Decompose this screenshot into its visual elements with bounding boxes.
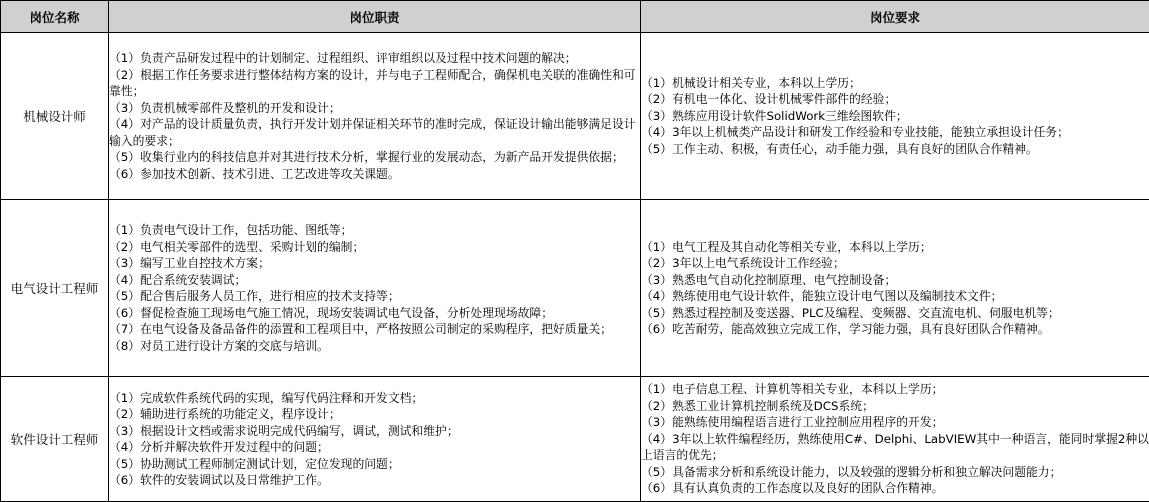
table-row	[1, 200, 1149, 377]
requirement-item: （4）熟练使用电气设计软件，能独立设计电气图以及编制技术文件；	[641, 288, 1149, 305]
duty-item: （4）分析并解决软件开发过程中的问题；	[109, 439, 640, 456]
requirement-item: （6）具有认真负责的工作态度以及良好的团队合作精神。	[641, 480, 1149, 497]
duty-item: （1）完成软件系统代码的实现，编写代码注释和开发文档；	[109, 390, 640, 407]
position-name: 电气设计工程师	[1, 200, 109, 377]
duty-item: （2）根据工作任务要求进行整体结构方案的设计，并与电子工程师配合，确保机电关联的准确性和可靠性；	[109, 67, 640, 100]
requirement-item: （2）熟悉工业计算机控制系统及DCS系统；	[641, 398, 1149, 415]
position-name: 机械设计师	[1, 33, 109, 200]
duty-item: （5）协助测试工程师制定测试计划，定位发现的问题；	[109, 456, 640, 473]
requirements-cell	[641, 33, 1149, 200]
header-position-name: 岗位名称	[1, 1, 109, 33]
duty-item: （5）配合售后服务人员工作，进行相应的技术支持等；	[109, 288, 640, 305]
duty-item: （6）参加技术创新、技术引进、工艺改进等攻关课题。	[109, 166, 640, 183]
header-requirements: 岗位要求	[641, 1, 1149, 33]
requirements-cell	[641, 200, 1149, 377]
duty-item: （3）根据设计文档或需求说明完成代码编写，调试，测试和维护；	[109, 423, 640, 440]
header-row	[1, 1, 1149, 33]
duty-item: （5）收集行业内的科技信息并对其进行技术分析，掌握行业的发展动态，为新产品开发提供依据；	[109, 149, 640, 166]
requirement-item: （3）能熟练使用编程语言进行工业控制应用程序的开发；	[641, 414, 1149, 431]
duty-item: （8）对员工进行设计方案的交底与培训。	[109, 338, 640, 355]
header-duties: 岗位职责	[109, 1, 641, 33]
requirement-item: （1）电子信息工程、计算机等相关专业，本科以上学历；	[641, 381, 1149, 398]
requirement-item: （4）3年以上软件编程经历，熟练使用C#、Delphi、LabVIEW其中一种语言，能同时掌握2种以上语言的优先；	[641, 431, 1149, 464]
position-name: 软件设计工程师	[1, 377, 109, 502]
table-row	[1, 33, 1149, 200]
requirement-item: （5）具备需求分析和系统设计能力，以及较强的逻辑分析和独立解决问题能力；	[641, 464, 1149, 481]
duty-item: （4）对产品的设计质量负责，执行开发计划并保证相关环节的准时完成，保证设计输出能够满足设计输入的要求；	[109, 116, 640, 149]
requirements-cell	[641, 377, 1149, 502]
duty-item: （6）督促检查施工现场电气施工情况，现场安装调试电气设备，分析处理现场故障；	[109, 305, 640, 322]
duty-item: （4）配合系统安装调试；	[109, 272, 640, 289]
duty-item: （6）软件的安装调试以及日常维护工作。	[109, 472, 640, 489]
table-row	[1, 377, 1149, 502]
requirement-item: （3）熟练应用设计软件SolidWork三维绘图软件；	[641, 108, 1149, 125]
duty-item: （7）在电气设备及备品备件的添置和工程项目中，严格按照公司制定的采购程序，把好质量关；	[109, 321, 640, 338]
requirement-item: （6）吃苦耐劳，能高效独立完成工作，学习能力强，具有良好团队合作精神。	[641, 321, 1149, 338]
duty-item: （3）负责机械零部件及整机的开发和设计；	[109, 100, 640, 117]
duty-item: （2）辅助进行系统的功能定义，程序设计；	[109, 406, 640, 423]
requirement-item: （5）工作主动、积极，有责任心，动手能力强，具有良好的团队合作精神。	[641, 141, 1149, 158]
duty-item: （2）电气相关零部件的选型、采购计划的编制；	[109, 239, 640, 256]
duty-item: （1）负责产品研发过程中的计划制定、过程组织、评审组织以及过程中技术问题的解决；	[109, 50, 640, 67]
duties-cell	[109, 200, 641, 377]
duties-cell	[109, 377, 641, 502]
duty-item: （3）编写工业自控技术方案；	[109, 255, 640, 272]
requirement-item: （4）3年以上机械类产品设计和研发工作经验和专业技能，能独立承担设计任务；	[641, 124, 1149, 141]
requirement-item: （3）熟悉电气自动化控制原理、电气控制设备；	[641, 272, 1149, 289]
requirement-item: （2）3年以上电气系统设计工作经验；	[641, 255, 1149, 272]
requirement-item: （5）熟悉过程控制及变送器、PLC及编程、变频器、交直流电机、伺服电机等；	[641, 305, 1149, 322]
requirement-item: （2）有机电一体化、设计机械零件部件的经验；	[641, 91, 1149, 108]
duty-item: （1）负责电气设计工作，包括功能、图纸等；	[109, 222, 640, 239]
duties-cell	[109, 33, 641, 200]
requirement-item: （1）机械设计相关专业，本科以上学历；	[641, 75, 1149, 92]
requirement-item: （1）电气工程及其自动化等相关专业，本科以上学历；	[641, 239, 1149, 256]
